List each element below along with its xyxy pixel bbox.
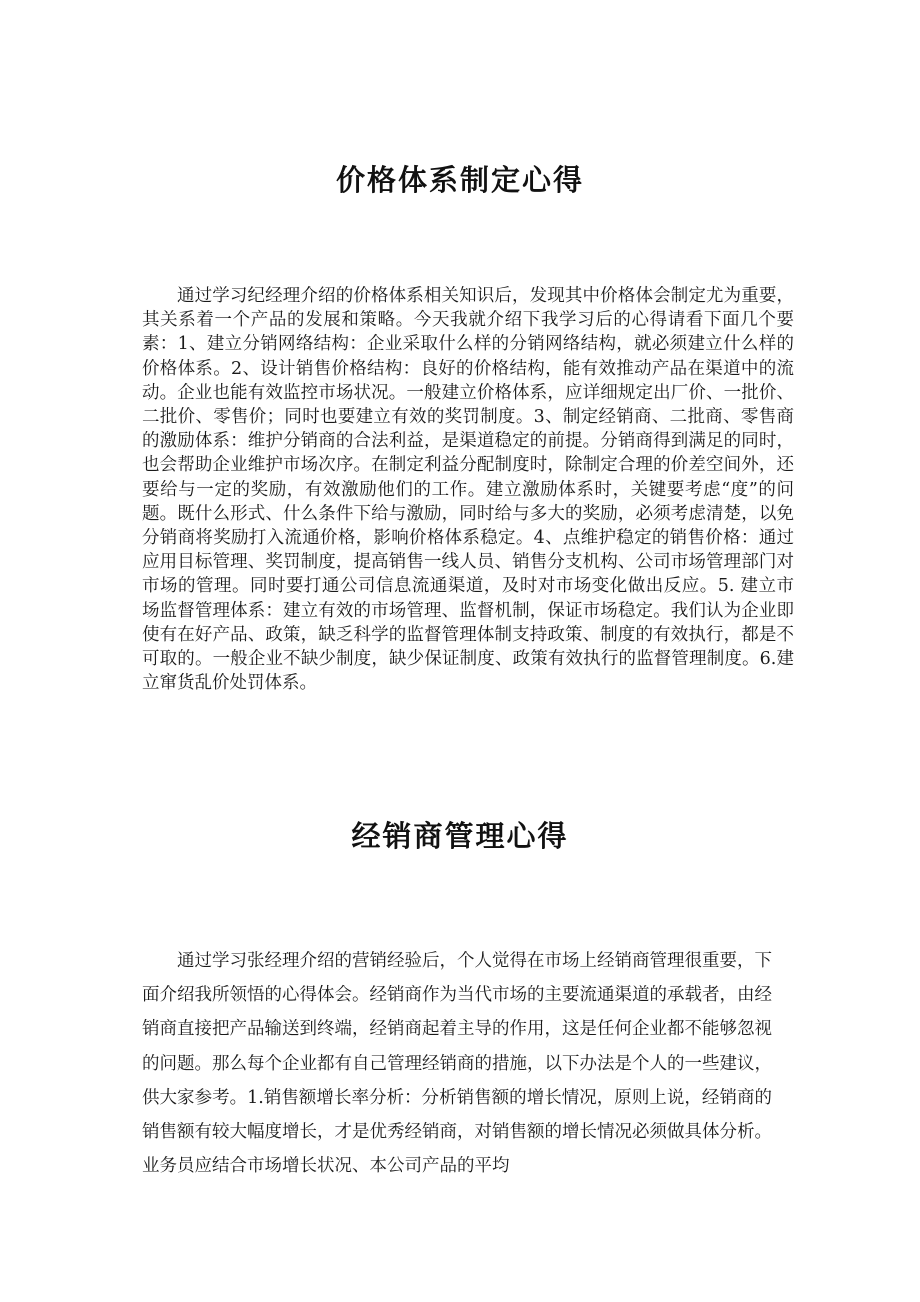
section-title-distributor: 经销商管理心得 bbox=[351, 819, 569, 853]
section-body-distributor: 通过学习张经理介绍的营销经验后，个人觉得在市场上经销商管理很重要，下面介绍我所领悟的心得体会。经销商作为当代市场的主要流通渠道的承载者，由经销商直接把产品输送到终端，经销商起着主导的作用，这是任何企业都不能够忽视的问题。那么每个企业都有自己管理经销商的措施，以下办法是个人的一些建议，供大家参考。1.销售额增长率分析：分析销售额的增长情况，原则上说，经销商的销售额有较大幅度增长，才是优秀经销商，对销售额的增长情况必须做具体分析。业务员应结合市场增长状况、本公司产品的平均 bbox=[142, 951, 772, 1177]
section-title-pricing: 价格体系制定心得 bbox=[335, 163, 584, 197]
section-body-pricing: 通过学习纪经理介绍的价格体系相关知识后，发现其中价格体会制定尤为重要，其关系着一个产品的发展和策略。今天我就介绍下我学习后的心得请看下面几个要素：1、建立分销网络结构：企业采取什么样的分销网络结构，就必须建立什么样的价格体系。2、设计销售价格结构：良好的价格结构，能有效推动产品在渠道中的流动。企业也能有效监控市场状况。一般建立价格体系，应详细规定出厂价、一批价、二批价、零售价；同时也要建立有效的奖罚制度。3、制定经销商、二批商、零售商的激励体系：维护分销商的合法利益，是渠道稳定的前提。分销商得到满足的同时，也会帮助企业维护市场次序。在制定利益分配制度时，除制定合理的价差空间外，还要给与一定的奖励，有效激励他们的工作。建立激励体系时，关键要考虑“度”的问题。既什么形式、什么条件下给与激励，同时给与多大的奖励，必须考虑清楚，以免分销商将奖励打入流通价格，影响价格体系稳定。4、点维护稳定的销售价格：通过应用目标管理、奖罚制度，提高销售一线人员、销售分支机构、公司市场管理部门对市场的管理。同时要打通公司信息流通渠道，及时对市场变化做出反应。5. 建立市场监督管理体系：建立有效的市场管理、监督机制，保证市场稳定。我们认为企业即使有在好产品、政策，缺乏科学的监督管理体制支持政策、制度的有效执行，都是不可取的。一般企业不缺少制度，缺少保证制度、政策有效执行的监督管理制度。6.建立窜货乱价处罚体系。 bbox=[142, 286, 794, 694]
